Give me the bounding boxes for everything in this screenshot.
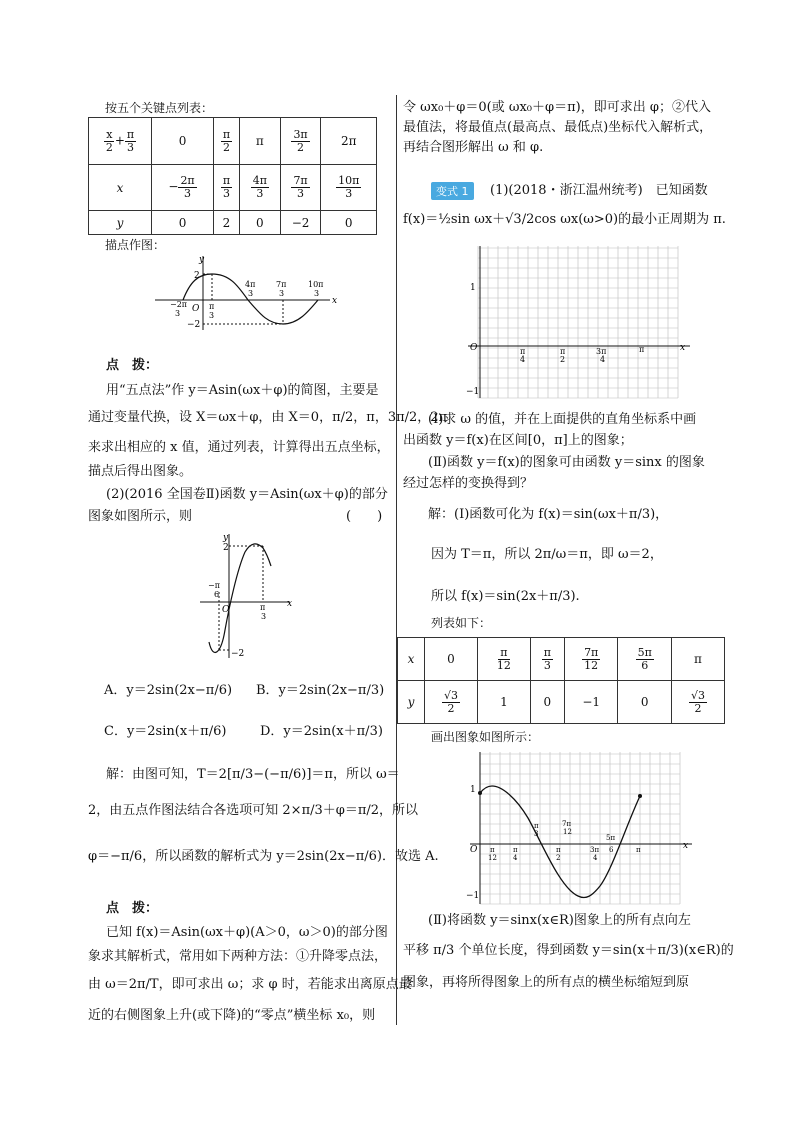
header-cell-6: 2π (321, 118, 377, 165)
origin-label: O (470, 343, 478, 353)
y-cell-3: 0 (239, 211, 280, 235)
method-line: 再结合图形解出 ω 和 φ. (403, 140, 544, 155)
y-label-cell: y (398, 681, 425, 724)
variant-line2: f(x)＝½sin ωx＋√3/2cos ωx(ω>0)的最小正周期为 π. (403, 212, 726, 227)
tick-four: 4 (600, 355, 606, 364)
solution-step: 因为 T＝π，所以 2π/ω＝π，即 ω＝2， (431, 547, 663, 562)
x-label-cell: x (398, 638, 425, 681)
solution-line: φ＝−π/6，所以函数的解析式为 y＝2sin(2x−π/6)．故选 A. (88, 849, 439, 864)
header-cell-3: $\frac{\pi}{2}$ (214, 118, 240, 165)
tick-twelve: 12 (488, 854, 497, 862)
tick-3pi4: 3π (596, 347, 607, 356)
table2-intro: 列表如下： (431, 616, 492, 630)
y-val: 1 (477, 681, 530, 724)
x-cell-3: $\frac{4\pi}{3}$ (239, 165, 280, 211)
y-val: −1 (564, 681, 618, 724)
tick-three: 3 (314, 289, 320, 298)
tick-neg2: −2 (231, 649, 245, 659)
solution-step: 所以 f(x)＝sin(2x＋π/3). (431, 589, 580, 604)
x-cell-5: $\frac{10\pi}{3}$ (321, 165, 377, 211)
tick-three: 3 (534, 830, 539, 838)
option-a: A．y＝2sin(2x−π/6) (104, 683, 233, 698)
answer-paren: ( ) (346, 509, 383, 524)
tick-six: 6 (214, 590, 220, 599)
y-val: $\frac{√3}{2}$ (425, 681, 478, 724)
method-line: 令 ωx₀＋φ＝0(或 ωx₀＋φ＝π)，即可求出 φ；②代入 (403, 100, 711, 115)
tick-pi3: π (260, 603, 266, 612)
y-val: $\frac{√3}{2}$ (672, 681, 725, 724)
x-cell-1: − $\frac{2\pi}{3}$ (152, 165, 214, 211)
tick-pi: π (636, 846, 641, 854)
column-divider (396, 95, 397, 1025)
question-2: (Ⅱ)函数 y＝f(x)的图象可由函数 y＝sinx 的图象 (428, 455, 705, 470)
tick-4pi3: 4π (245, 280, 256, 289)
tick-pi2: π (556, 846, 561, 854)
value-table (397, 637, 725, 724)
part2-line: (Ⅱ)将函数 y＝sinx(x∈R)图象上的所有点向左 (428, 913, 691, 928)
header-cell-1: $\frac{x}{2}$ + $\frac{\pi}{3}$ (89, 118, 152, 165)
tick-six: 6 (609, 846, 614, 854)
x-val: $\frac{7\pi}{12}$ (564, 638, 618, 681)
tick-neg1: −1 (466, 387, 480, 397)
question-1: (Ⅰ)求 ω 的值，并在上面提供的直角坐标系中画 (428, 412, 697, 427)
tip1-line: 通过变量代换，设 X＝ωx＋φ，由 X＝0，π/2，π，3π/2，2π (88, 410, 448, 425)
tip2-line: 由 ω＝2π/T，即可求出 ω；求 φ 时，若能求出离原点最 (88, 977, 412, 992)
tick-pi3: π (209, 302, 215, 311)
tip2-heading: 点 拨： (106, 901, 159, 916)
curve-endpoint (478, 791, 482, 795)
solution-line: 2，由五点作图法结合各选项可知 2×π/3＋φ＝π/2，所以 (88, 803, 419, 818)
tick-two: 2 (560, 355, 566, 364)
tick-pi3: π (534, 822, 539, 830)
x-cell-4: $\frac{7\pi}{3}$ (280, 165, 321, 211)
part2-line: 平移 π/3 个单位长度，得到函数 y＝sin(x＋π/3)(x∈R)的 (403, 943, 734, 958)
tick-pi4: π (520, 347, 526, 356)
solution-step: 解：(Ⅰ)函数可化为 f(x)＝sin(ωx＋π/3)， (428, 507, 669, 522)
y-label: y (199, 255, 205, 265)
variant-badge: 变式 1 (431, 182, 474, 200)
solution-line: 解：由图可知，T＝2[π/3−(−π/6)]＝π，所以 ω＝ (106, 767, 400, 782)
tick-neg2: −2 (187, 320, 201, 330)
x-label: x (332, 296, 338, 306)
graph-intro: 描点作图： (105, 238, 166, 252)
tick-pi12: π (490, 846, 495, 854)
option-d: D．y＝2sin(x＋π/3) (260, 724, 383, 739)
x-val: 0 (425, 638, 478, 681)
x-cell-2: $\frac{\pi}{3}$ (214, 165, 240, 211)
tick-pi2: π (560, 347, 566, 356)
variant-line1: (1)(2018・浙江温州统考) 已知函数 (490, 183, 708, 198)
y-label: y (223, 533, 229, 543)
tick-twelve: 12 (563, 828, 572, 836)
header-cell-5: $\frac{3\pi}{2}$ (280, 118, 321, 165)
x-label: x (680, 343, 686, 353)
tip2-line: 近的右侧图象上升(或下降)的“零点”横坐标 x₀，则 (88, 1008, 376, 1023)
header-cell-4: π (239, 118, 280, 165)
origin-label: O (192, 304, 200, 314)
tick-neg1: −1 (466, 891, 480, 901)
question-1b: 出函数 y＝f(x)在区间[0，π]上的图象； (403, 433, 633, 448)
table-intro: 按五个关键点列表： (105, 101, 214, 115)
tick-7pi3: 7π (276, 280, 287, 289)
tip1-line: 用“五点法”作 y＝Asin(ωx＋φ)的简图，主要是 (106, 383, 379, 398)
empty-coordinate-grid (458, 242, 698, 402)
curve-endpoint (638, 794, 642, 798)
plotted-coordinate-grid (460, 748, 700, 908)
method-line: 最值法，将最值点(最高点、最低点)坐标代入解析式， (403, 120, 713, 135)
x-val: $\frac{5\pi}{6}$ (618, 638, 672, 681)
tick-four: 4 (513, 854, 518, 862)
tick-pi: π (639, 345, 645, 354)
x-label: x (287, 599, 293, 609)
tick-four: 4 (593, 854, 598, 862)
tick-7pi12: 7π (562, 820, 572, 828)
x-val: $\frac{\pi}{3}$ (530, 638, 564, 681)
option-b: B．y＝2sin(2x−π/3) (256, 683, 385, 698)
tick-pi4: π (513, 846, 518, 854)
x-val: π (672, 638, 725, 681)
y-val: 0 (530, 681, 564, 724)
tick-neg2pi3: −2π (170, 300, 188, 309)
tick-neg-pi6: −π (208, 581, 220, 590)
tip2-line: 已知 f(x)＝Asin(ωx＋φ)(A＞0，ω＞0)的部分图 (106, 925, 388, 940)
y-cell-2: 2 (214, 211, 240, 235)
sine-graph-1 (150, 252, 340, 332)
x-label: x (683, 841, 689, 851)
sine-graph-2 (195, 530, 305, 662)
option-c: C．y＝2sin(x＋π/6) (104, 724, 227, 739)
y-cell-5: 0 (321, 211, 377, 235)
y-val: 0 (618, 681, 672, 724)
tick-two: 2 (556, 854, 561, 862)
graph2-intro: 画出图象如图所示： (431, 730, 540, 744)
tick-three: 3 (248, 289, 254, 298)
tick-10pi3: 10π (308, 280, 324, 289)
tick-5pi6: 5π (606, 834, 616, 842)
row-y-label: y (89, 211, 152, 235)
y-cell-4: −2 (280, 211, 321, 235)
problem2-line2: 图象如图所示，则 (88, 509, 193, 524)
tick-2: 2 (194, 271, 200, 281)
tip1-line: 描点后得出图象。 (88, 464, 193, 479)
tick-three: 3 (279, 289, 285, 298)
tick-3pi4: 3π (590, 846, 600, 854)
origin-label: O (470, 845, 478, 855)
x-val: $\frac{\pi}{12}$ (477, 638, 530, 681)
tip2-line: 象求其解析式，常用如下两种方法：①升降零点法， (88, 949, 388, 964)
tick-three: 3 (261, 612, 267, 621)
y-cell-1: 0 (152, 211, 214, 235)
tip1-line: 来求出相应的 x 值，通过列表，计算得出五点坐标， (88, 440, 390, 455)
tick-three: 3 (209, 311, 215, 320)
tick-1: 1 (470, 785, 476, 795)
row-x-label: x (89, 165, 152, 211)
tick-three: 3 (175, 309, 181, 318)
key-points-table (88, 117, 377, 235)
tick-1: 1 (470, 283, 476, 293)
part2-line: 图象，再将所得图象上的所有点的横坐标缩短到原 (403, 975, 690, 990)
origin-label: O (222, 605, 230, 615)
tick-2: 2 (223, 543, 229, 553)
problem2-line1: (2)(2016 全国卷Ⅱ)函数 y＝Asin(ωx＋φ)的部分 (106, 487, 388, 502)
tick-four: 4 (520, 355, 526, 364)
header-cell-2: 0 (152, 118, 214, 165)
question-2b: 经过怎样的变换得到？ (403, 476, 534, 491)
tip1-heading: 点 拨： (106, 358, 159, 373)
